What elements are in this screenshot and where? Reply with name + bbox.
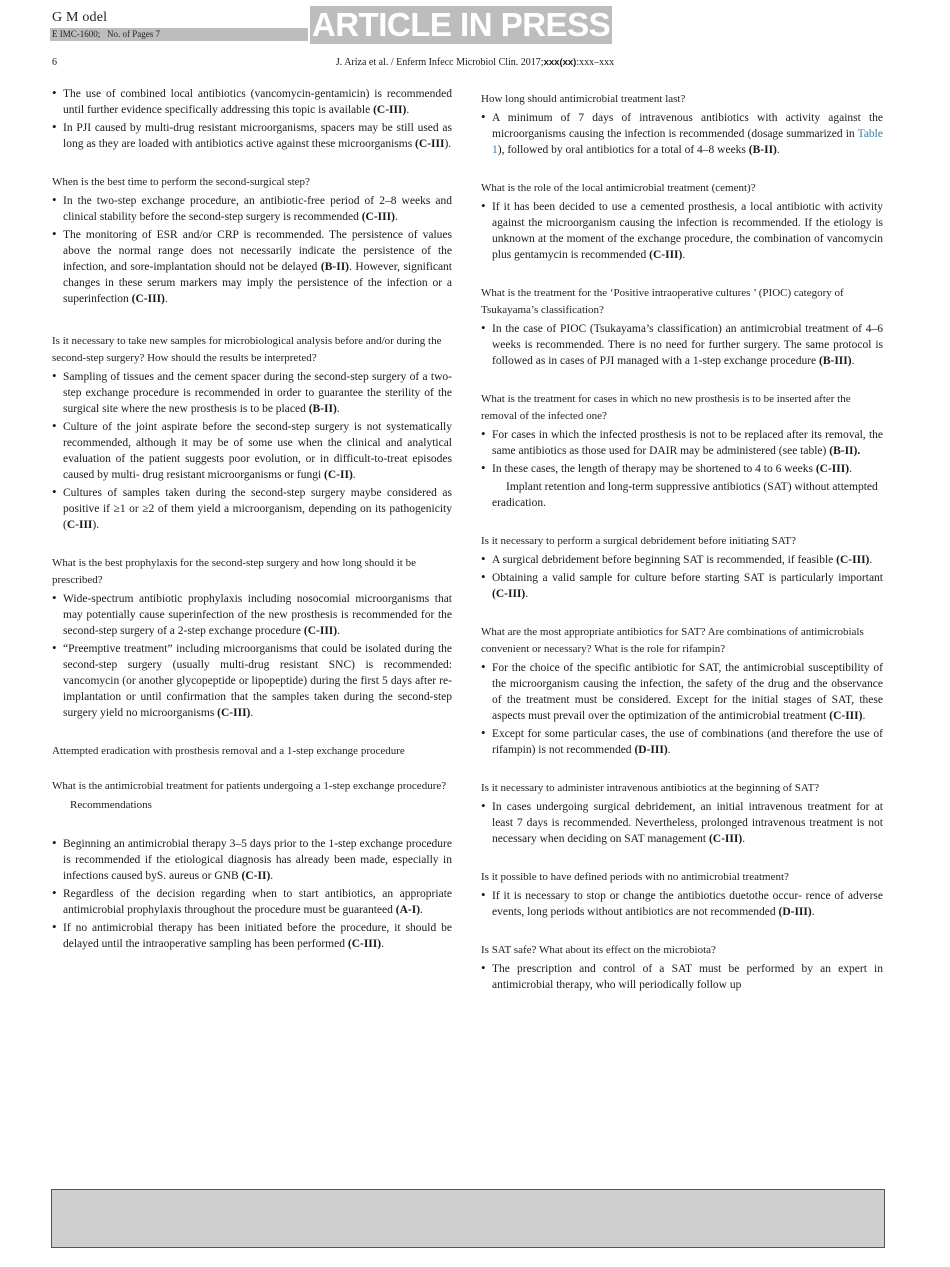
recommendation-item: • The monitoring of ESR and/or CRP is recommended. The persistence of values above the normal range does not necessarily indicate the persistence of the infection, and sore-implantation should not be delayed (B-II). However, significant changes in these serum markers may imply the persistence of the infection or a superinfection (C-III).	[52, 227, 452, 307]
recommendations-label: Recommendations	[70, 799, 152, 811]
evidence-grade: C-III	[66, 519, 93, 531]
recommendation-list	[481, 552, 883, 602]
recommendation-item: • In these cases, the length of therapy may be shortened to 4 to 6 weeks (C-III).	[481, 461, 883, 477]
question-heading: Is it necessary to administer intravenous antibiotics at the beginning of SAT?	[481, 782, 820, 794]
journal-id: E IMC-1600; No. of Pages 7	[52, 29, 160, 39]
recommendation-item: • In PJI caused by multi-drug resistant microorganisms, spacers may be still used as long as they are loaded with antibiotics active against these microorganisms (C-III).	[52, 120, 452, 152]
recommendation-list	[481, 427, 883, 477]
header-left	[52, 10, 107, 26]
evidence-grade: (C-III)	[492, 588, 526, 600]
recommendation-item: • Cultures of samples taken during the second-step surgery maybe considered as positive if ≥1 or ≥2 of them yield a microorganism, depending on its pathogenicity (C-III).	[52, 485, 452, 533]
recommendation-list	[52, 86, 452, 152]
evidence-grade: (C-III)	[217, 707, 251, 719]
evidence-grade: (C-III)	[361, 211, 395, 223]
recommendation-item: • If it is necessary to stop or change the antibiotics duetothe occur- rence of adverse events, long periods without antibiotics are not recommended (D-III).	[481, 888, 883, 920]
evidence-grade: (C-III)	[347, 938, 382, 950]
section-heading: Attempted eradication with prosthesis removal and a 1-step exchange procedure	[52, 745, 405, 757]
recommendation-item: • Except for some particular cases, the use of combinations (and therefore the use of rifampin) is not recommended (D-III).	[481, 726, 883, 758]
recommendation-item: • In the case of PIOC (Tsukayama’s classification) an antimicrobial treatment of 4–6 weeks is recommended. There is no need for further surgery. The same protocol is followed as in cases of PJI managed with a 1-step exchange procedure (B-III).	[481, 321, 883, 369]
question-heading: Is it necessary to take new samples for microbiological analysis before and/or during the second-step surgery? How should the results be interpreted?	[52, 335, 442, 364]
recommendation-item: • In cases undergoing surgical debridement, an initial intravenous treatment for at least 7 days is recommended. Nevertheless, prolonged intravenous treatment is not necessary when deciding on SAT management (C-III).	[481, 799, 883, 847]
evidence-grade: (D-III)	[778, 906, 812, 918]
evidence-grade: (C-III)	[708, 833, 743, 845]
recommendation-item: • “Preemptive treatment” including microorganisms that could be isolated during the second-step surgery (usually multi-drug resistant SNC) is recommended: vancomycin (or another glycopeptide or lipopeptide) during the first 5 days after re-implantation or until confirmation that the samples taken during the second-step surgery yield no microorganisms (C-III).	[52, 641, 452, 721]
question-heading: Is it possible to have defined periods with no antimicrobial treatment?	[481, 871, 789, 883]
recommendation-item: • For cases in which the infected prosthesis is not to be replaced after its removal, the same antibiotics as those used for DAIR may be administered (see table) (B-II).	[481, 427, 883, 459]
recommendation-item: • If it has been decided to use a cemented prosthesis, a local antibiotic with activity against the microorganism causing the infection is recommended. If the etiology is unknown at the moment of the exchange procedure, the combination of vancomycin plus gentamycin is recommended (C-III).	[481, 199, 883, 263]
question-heading: Is it necessary to perform a surgical debridement before initiating SAT?	[481, 535, 797, 547]
evidence-grade: (B-III)	[819, 355, 852, 367]
recommendation-list	[52, 369, 452, 533]
article-in-press-banner: ARTICLE IN PRESS	[311, 6, 611, 43]
recommendation-item: • If no antimicrobial therapy has been initiated before the procedure, it should be delayed until the intraoperative sampling has been performed (C-III).	[52, 920, 452, 952]
question-heading: What is the best prophylaxis for the second-step surgery and how long should it be prescribed?	[52, 557, 416, 586]
evidence-grade: (C-III)	[131, 293, 165, 305]
evidence-grade: (C-II)	[324, 469, 353, 481]
recommendation-list	[481, 961, 883, 993]
recommendation-list	[481, 660, 883, 758]
question-heading: What is the antimicrobial treatment for patients undergoing a 1-step exchange procedure?	[52, 780, 447, 792]
running-citation	[0, 57, 950, 68]
question-heading: How long should antimicrobial treatment last?	[481, 93, 686, 105]
evidence-grade: (B-II)	[748, 144, 777, 156]
recommendation-item: • Culture of the joint aspirate before the second-step surgery is not systematically recommended, although it may be of some use when the clinical and analytical evaluation of the patient suggests poor evolution, or in difficult-to-treat episodes caused by multi- drug resistant microorganisms or fungi (C-II).	[52, 419, 452, 483]
citation-pages: :xxx–xxx	[576, 57, 615, 68]
evidence-grade: (B-II).	[829, 445, 861, 457]
recommendation-list	[52, 193, 452, 307]
evidence-grade: (C-III)	[829, 710, 863, 722]
recommendation-item: • The use of combined local antibiotics (vancomycin-gentamicin) is recommended until further evidence specifically addressing this topic is available (C-III).	[52, 86, 452, 118]
right-column	[481, 86, 883, 995]
question-heading: Is SAT safe? What about its effect on the microbiota?	[481, 944, 716, 956]
recommendation-list	[481, 321, 883, 369]
evidence-grade: (A-I)	[395, 904, 421, 916]
recommendation-item: • Wide-spectrum antibiotic prophylaxis including nosocomial microorganisms that may potentially cause superinfection of the new prosthesis is recommended for the second-step surgery of a 2-step exchange procedure (C-III).	[52, 591, 452, 639]
citation-volume: xxx(xx)	[543, 57, 577, 68]
question-heading: What are the most appropriate antibiotics for SAT? Are combinations of antimicrobials convenient or necessary? What is the role for rifampin?	[481, 626, 864, 655]
left-column	[52, 86, 452, 954]
recommendation-list	[481, 799, 883, 847]
evidence-grade: (C-III	[415, 138, 445, 150]
recommendation-list	[481, 888, 883, 920]
evidence-grade: (C-III)	[373, 104, 407, 116]
footer-placeholder-box	[51, 1189, 885, 1248]
subsection-heading: Implant retention and long-term suppressive antibiotics (SAT) without attempted eradication.	[492, 481, 878, 509]
question-heading: When is the best time to perform the second-surgical step?	[52, 176, 310, 188]
question-heading: What is the treatment for the ‘Positive intraoperative cultures ’ (PIOC) category of Tsukayama’s classification?	[481, 287, 844, 316]
recommendation-list	[481, 199, 883, 263]
recommendation-item: • The prescription and control of a SAT must be performed by an expert in antimicrobial therapy, who will periodically follow up	[481, 961, 883, 993]
recommendation-item: • Sampling of tissues and the cement spacer during the second-step surgery of a two-step exchange procedure is recommended in order to guarantee the sterility of the surgical site where the new prosthesis is to be placed (B-II).	[52, 369, 452, 417]
evidence-grade: (C-III)	[303, 625, 338, 637]
table-link[interactable]: Table 1	[492, 128, 883, 156]
recommendation-item: • In the two-step exchange procedure, an antibiotic-free period of 2–8 weeks and clinical stability before the second-step surgery is recommended (C-III).	[52, 193, 452, 225]
evidence-grade: (C-III)	[836, 554, 870, 566]
recommendation-item: • Beginning an antimicrobial therapy 3–5 days prior to the 1-step exchange procedure is recommended if the etiological diagnosis has already been made, especially in infections caused byS. aureus or GNB (C-II).	[52, 836, 452, 884]
evidence-grade: (C-III)	[649, 249, 683, 261]
gmodel-label: G M odel	[52, 10, 108, 25]
recommendation-list	[52, 836, 452, 952]
page-number: 6	[52, 57, 57, 68]
evidence-grade: (B-II)	[320, 261, 350, 273]
evidence-grade: (C-II)	[241, 870, 271, 882]
evidence-grade: (D-III)	[634, 744, 668, 756]
recommendation-item: • A minimum of 7 days of intravenous antibiotics with activity against the microorganisms causing the infection is recommended (dosage summarized in Table 1), followed by oral antibiotics for a total of 4–8 weeks (B-II).	[481, 110, 883, 158]
question-heading: What is the treatment for cases in which no new prosthesis is to be inserted after the removal of the infected one?	[481, 393, 851, 422]
recommendation-list	[52, 591, 452, 721]
recommendation-item: • For the choice of the specific antibiotic for SAT, the antimicrobial susceptibility of the microorganism causing the infection, the safety of the drug and the observance of the treatment must be considered. Except for the initial stages of SAT, these aspects must prevail over the optimization of the antimicrobial treatment (C-III).	[481, 660, 883, 724]
recommendation-list	[481, 110, 883, 158]
evidence-grade: (B-II)	[308, 403, 337, 415]
citation-prefix: J. Ariza et al. / Enferm Infecc Microbiol Clin. 2017;	[335, 57, 544, 68]
recommendation-item: • Regardless of the decision regarding when to start antibiotics, an appropriate antimicrobial prophylaxis throughout the procedure must be guaranteed (A-I).	[52, 886, 452, 918]
evidence-grade: (C-III)	[815, 463, 850, 475]
recommendation-item: • A surgical debridement before beginning SAT is recommended, if feasible (C-III).	[481, 552, 883, 568]
question-heading: What is the role of the local antimicrobial treatment (cement)?	[481, 182, 756, 194]
recommendation-item: • Obtaining a valid sample for culture before starting SAT is particularly important (C-III).	[481, 570, 883, 602]
